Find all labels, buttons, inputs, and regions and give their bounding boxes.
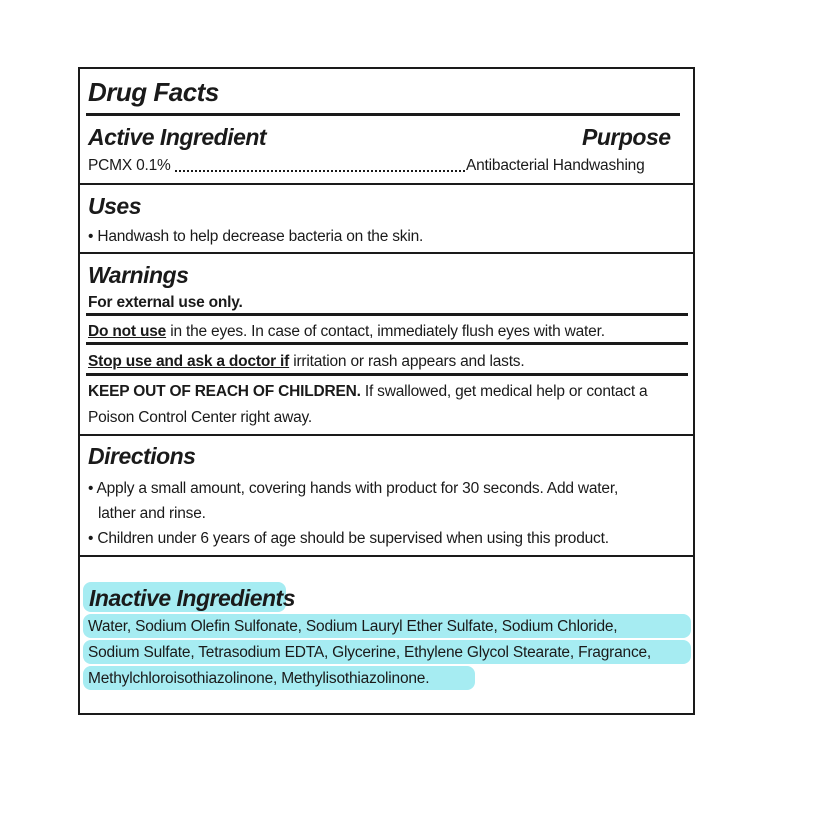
purpose-heading: Purpose (582, 124, 671, 150)
external-use-warning: For external use only. (88, 294, 243, 311)
active-ingredient-purpose: Antibacterial Handwashing (466, 157, 645, 174)
section-divider (80, 252, 693, 254)
keep-out-text: If swallowed, get medical help or contact a (360, 383, 648, 400)
inactive-ingredients-heading: Inactive Ingredients (89, 585, 296, 611)
section-divider (80, 555, 693, 557)
stop-use-text: irritation or rash appears and lasts. (289, 353, 525, 370)
section-divider (80, 183, 693, 185)
title-rule (86, 113, 680, 116)
section-divider (80, 434, 693, 436)
directions-item-2: • Children under 6 years of age should be supervised when using this product. (88, 530, 609, 547)
drug-facts-title: Drug Facts (88, 77, 219, 107)
warning-rule (86, 373, 688, 376)
inactive-ingredients-line: Sodium Sulfate, Tetrasodium EDTA, Glycerine, Ethylene Glycol Stearate, Fragrance, (88, 644, 652, 661)
do-not-use-text: in the eyes. In case of contact, immediately flush eyes with water. (166, 323, 605, 340)
stop-use-warning (88, 353, 524, 371)
do-not-use-warning (88, 323, 605, 341)
leader-dots (175, 170, 465, 172)
uses-item: • Handwash to help decrease bacteria on the skin. (88, 228, 424, 245)
warning-rule (86, 313, 688, 316)
warnings-heading: Warnings (88, 262, 189, 288)
directions-item-1-continued: lather and rinse. (98, 505, 206, 522)
keep-out-text-line2: Poison Control Center right away. (88, 409, 313, 426)
directions-heading: Directions (88, 443, 196, 469)
do-not-use-label: Do not use (88, 323, 167, 340)
keep-out-warning (88, 383, 647, 401)
warning-rule (86, 342, 688, 345)
uses-heading: Uses (88, 193, 141, 219)
stop-use-label: Stop use and ask a doctor if (88, 353, 290, 370)
keep-out-label: KEEP OUT OF REACH OF CHILDREN. (88, 383, 361, 400)
active-ingredient-name: PCMX 0.1% (88, 157, 171, 174)
directions-item-1: • Apply a small amount, covering hands with product for 30 seconds. Add water, (88, 480, 619, 497)
inactive-ingredients-line: Methylchloroisothiazolinone, Methylisothiazolinone. (88, 670, 430, 687)
inactive-ingredients-line: Water, Sodium Olefin Sulfonate, Sodium Lauryl Ether Sulfate, Sodium Chloride, (88, 618, 618, 635)
active-ingredient-heading: Active Ingredient (88, 124, 267, 150)
